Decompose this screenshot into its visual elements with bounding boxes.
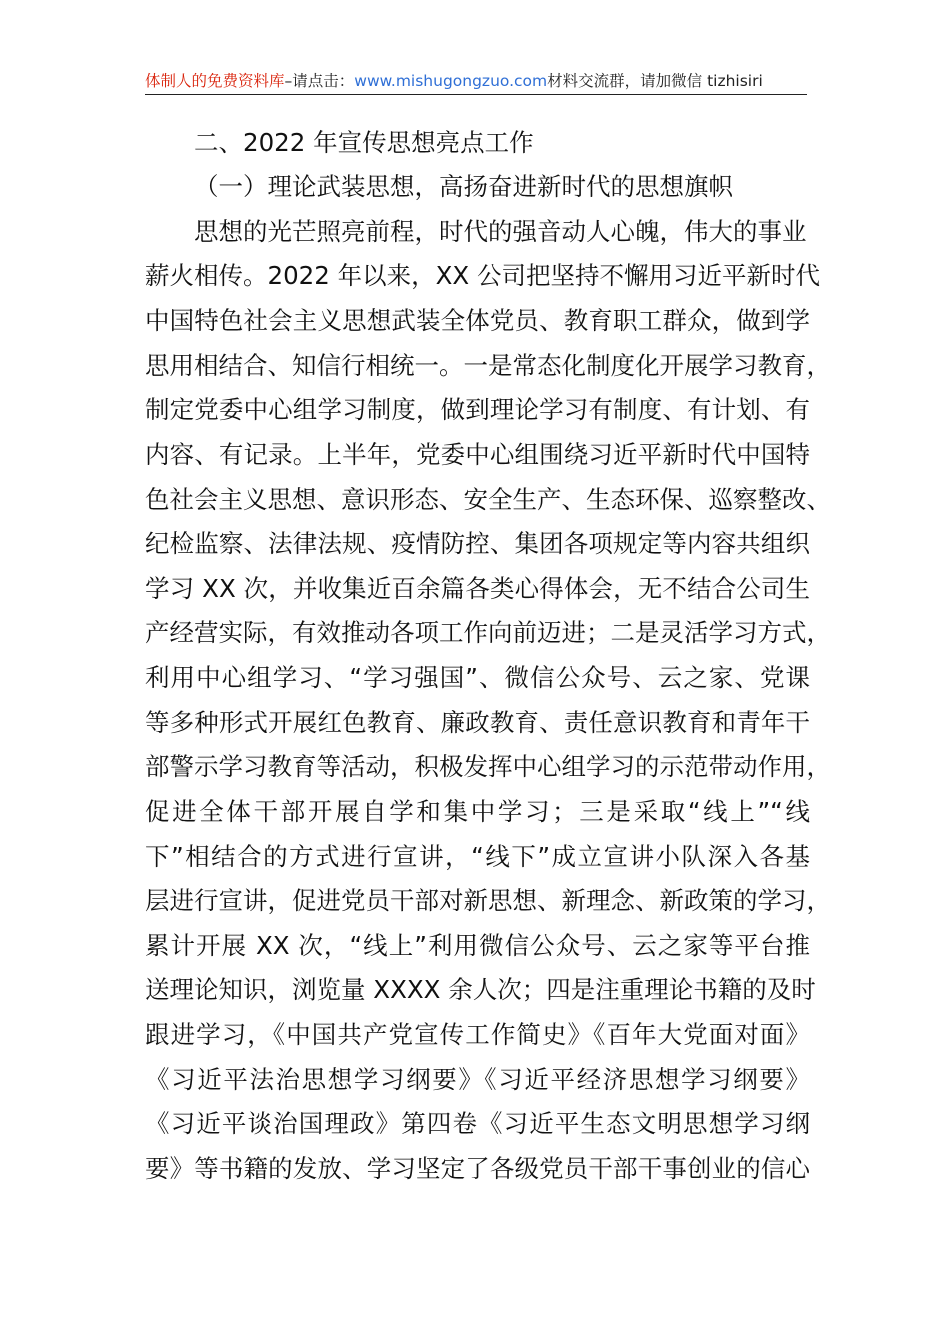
header-url-link[interactable]: www.mishugongzuo.com xyxy=(354,72,548,90)
paragraph-line: 思用相结合、知信行相统一。一是常态化制度化开展学习教育， xyxy=(145,351,831,380)
paragraph-line: 层进行宣讲，促进党员干部对新思想、新理念、新政策的学习， xyxy=(145,886,831,915)
subsection-title: （一）理论武装思想，高扬奋进新时代的思想旗帜 xyxy=(194,172,733,201)
paragraph-line: 促进全体干部开展自学和集中学习；三是采取“线上”“线 xyxy=(145,797,810,826)
section-title: 二、2022 年宣传思想亮点工作 xyxy=(194,128,534,157)
paragraph-line: 利用中心组学习、“学习强国”、微信公众号、云之家、党课 xyxy=(145,663,810,692)
paragraph-line: 思想的光芒照亮前程，时代的强音动人心魄，伟大的事业 xyxy=(194,217,807,246)
paragraph-line: 内容、有记录。上半年，党委中心组围绕习近平新时代中国特 xyxy=(145,440,810,469)
paragraph-line: 纪检监察、法律法规、疫情防控、集团各项规定等内容共组织 xyxy=(145,529,810,558)
header-suffix: 材料交流群，请加微信 tizhisiri xyxy=(547,72,763,90)
paragraph-line: 色社会主义思想、意识形态、安全生产、生态环保、巡察整改、 xyxy=(145,485,831,514)
paragraph-line: 下”相结合的方式进行宣讲，“线下”成立宣讲小队深入各基 xyxy=(145,842,810,871)
header-brand: 体制人的免费资料库 xyxy=(145,72,285,90)
header-prompt: –请点击： xyxy=(284,72,355,90)
paragraph-line: 部警示学习教育等活动，积极发挥中心组学习的示范带动作用， xyxy=(145,752,831,781)
paragraph-line: 累计开展 XX 次，“线上”利用微信公众号、云之家等平台推 xyxy=(145,931,810,960)
paragraph-line: 学习 XX 次，并收集近百余篇各类心得体会，无不结合公司生 xyxy=(145,574,810,603)
paragraph-line: 薪火相传。2022 年以来，XX 公司把坚持不懈用习近平新时代 xyxy=(145,261,820,290)
paragraph-line: 要》等书籍的发放、学习坚定了各级党员干部干事创业的信心 xyxy=(145,1154,810,1183)
paragraph-line: 送理论知识，浏览量 XXXX 余人次；四是注重理论书籍的及时 xyxy=(145,975,816,1004)
paragraph-line: 跟进学习，《中国共产党宣传工作简史》《百年大党面对面》 xyxy=(145,1020,810,1049)
page-header xyxy=(145,68,807,95)
paragraph-line: 中国特色社会主义思想武装全体党员、教育职工群众，做到学 xyxy=(145,306,810,335)
paragraph-line: 等多种形式开展红色教育、廉政教育、责任意识教育和青年干 xyxy=(145,708,810,737)
paragraph-line: 制定党委中心组学习制度，做到理论学习有制度、有计划、有 xyxy=(145,395,810,424)
paragraph-line: 《习近平法治思想学习纲要》《习近平经济思想学习纲要》 xyxy=(145,1065,810,1094)
paragraph-line: 产经营实际，有效推动各项工作向前迈进；二是灵活学习方式， xyxy=(145,618,831,647)
paragraph-line: 《习近平谈治国理政》第四卷《习近平生态文明思想学习纲 xyxy=(145,1109,810,1138)
